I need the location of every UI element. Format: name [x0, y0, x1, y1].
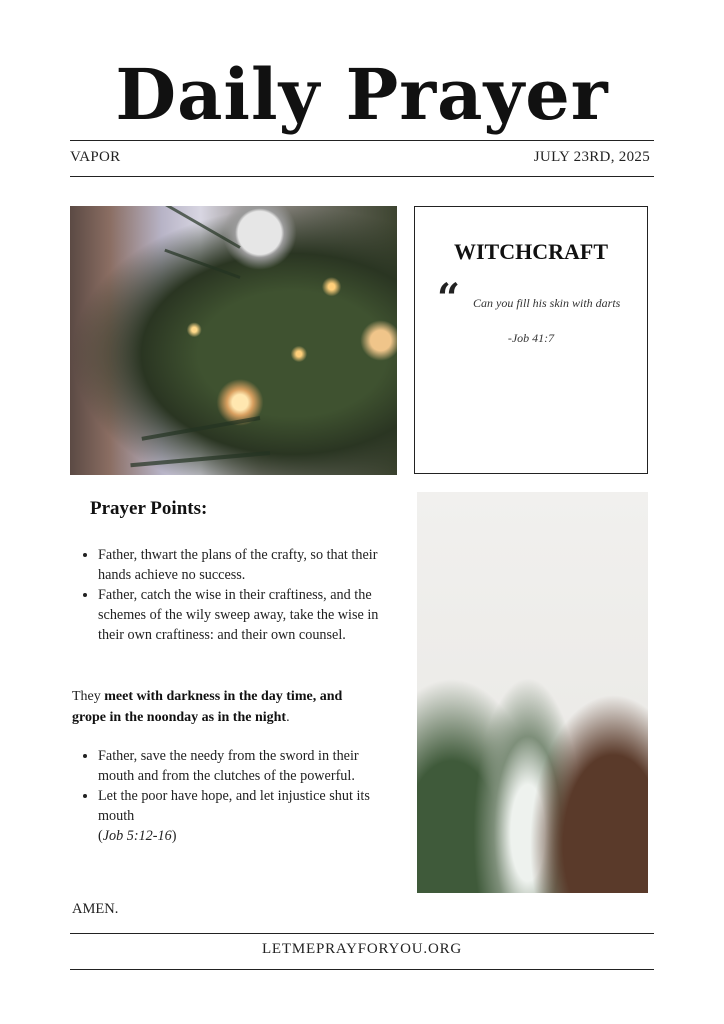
prayer-point: • Father, save the needy from the sword in their mouth and from the clutches of the powerful.	[98, 746, 398, 786]
prayer-point-text: Let the poor have hope, and let injustice shut its mouth	[98, 788, 370, 824]
christmas-tree-photo	[70, 206, 397, 475]
citation-open: (	[98, 828, 103, 844]
prayer-points-heading: Prayer Points:	[90, 498, 208, 519]
verse-quote: Can you fill his skin with darts	[473, 296, 621, 310]
verse-suffix: .	[286, 710, 290, 725]
page-title: Daily Prayer	[115, 53, 609, 136]
prayer-point: • Father, thwart the plans of the crafty, so that their hands achieve no success.	[98, 545, 398, 585]
citation-close: )	[171, 828, 177, 844]
prayer-points-list-2	[78, 746, 398, 846]
verse-box-title: WITCHCRAFT	[453, 239, 608, 264]
verse-reference: -Job 41:7	[507, 331, 555, 345]
verse-text	[72, 686, 372, 728]
verse-prefix: They	[72, 689, 105, 704]
quote-mark-icon: “	[437, 275, 461, 322]
prayer-point: • Father, catch the wise in their craftiness, and the schemes of the wily sweep away, take the wise in their own craftiness: and their own counsel.	[98, 585, 398, 645]
featured-verse-box	[414, 206, 648, 474]
citation	[98, 828, 176, 844]
footer-top-divider	[70, 933, 654, 934]
header-left-label: VAPOR	[70, 149, 121, 165]
prayer-point	[98, 786, 398, 846]
footer-bottom-divider	[70, 969, 654, 970]
top-divider	[70, 140, 654, 141]
prayer-points-list-1	[78, 545, 398, 645]
header-date: JULY 23RD, 2025	[533, 149, 650, 165]
footer-website[interactable]: LETMEPRAYFORYOU.ORG	[261, 941, 463, 957]
citation-ref: Job 5:12-16	[102, 828, 172, 844]
closing-amen: AMEN.	[72, 901, 119, 917]
verse-bold: meet with darkness in the day time, and grope in the noonday as in the night	[72, 689, 343, 725]
header-bottom-divider	[70, 176, 654, 177]
pinecone-photo	[417, 492, 648, 893]
